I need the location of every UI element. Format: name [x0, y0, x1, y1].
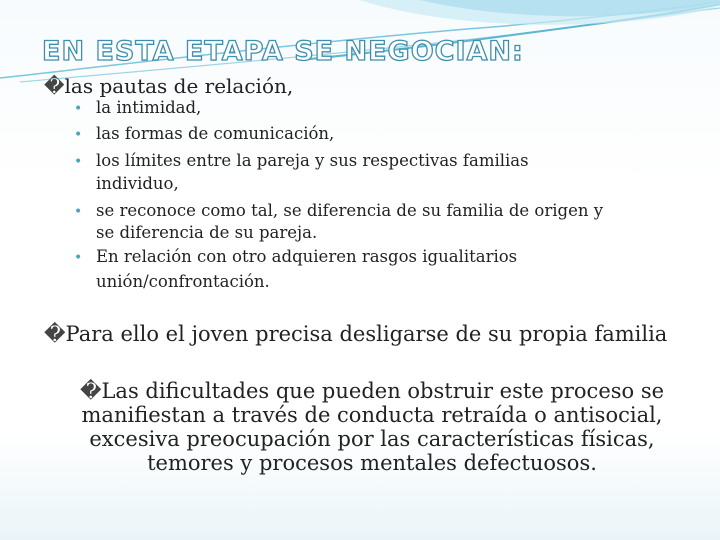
slide-title: EN ESTA ETAPA SE NEGOCIAN:	[42, 36, 524, 67]
bullet-icon: •	[74, 204, 83, 220]
bullet-icon: •	[74, 101, 83, 117]
bullet-text: En relación con otro adquieren rasgos igualitarios	[96, 247, 518, 266]
bullet-text: se reconoce como tal, se diferencia de su familia de origen y	[96, 201, 604, 220]
intro-line	[44, 74, 293, 98]
bullet-text: las formas de comunicación,	[96, 124, 335, 143]
missing-glyph: �	[44, 322, 66, 346]
bullet-item	[74, 124, 334, 143]
bullet-item	[74, 98, 201, 117]
bullet-text: la intimidad,	[96, 98, 202, 117]
paragraph-3-line	[62, 379, 682, 403]
bullet-icon: •	[74, 127, 83, 143]
bullet-continuation: individuo,	[96, 174, 179, 193]
paragraph-3-line: temores y procesos mentales defectuosos.	[147, 451, 597, 475]
bullet-continuation: unión/confrontación.	[96, 272, 270, 291]
bullet-item	[74, 151, 529, 170]
paragraph-2-text: Para ello el joven precisa desligarse de su propia familia	[65, 322, 668, 346]
missing-glyph: �	[79, 379, 102, 403]
bullet-item	[74, 247, 517, 266]
paragraph-3-text: Las dificultades que pueden obstruir este proceso se	[101, 379, 665, 403]
bullet-text: los límites entre la pareja y sus respectivas familias	[96, 151, 529, 170]
bullet-continuation: se diferencia de su pareja.	[96, 223, 318, 242]
missing-glyph: �	[44, 74, 65, 98]
paragraph-2	[44, 322, 667, 346]
bullet-icon: •	[74, 250, 83, 266]
paragraph-3-line: manifiestan a través de conducta retraída o antisocial,	[81, 403, 663, 427]
bullet-icon: •	[74, 154, 83, 170]
intro-text: las pautas de relación,	[64, 74, 294, 98]
paragraph-3	[62, 379, 682, 475]
paragraph-3-line: excesiva preocupación por las características físicas,	[89, 427, 655, 451]
bullet-item	[74, 201, 603, 220]
